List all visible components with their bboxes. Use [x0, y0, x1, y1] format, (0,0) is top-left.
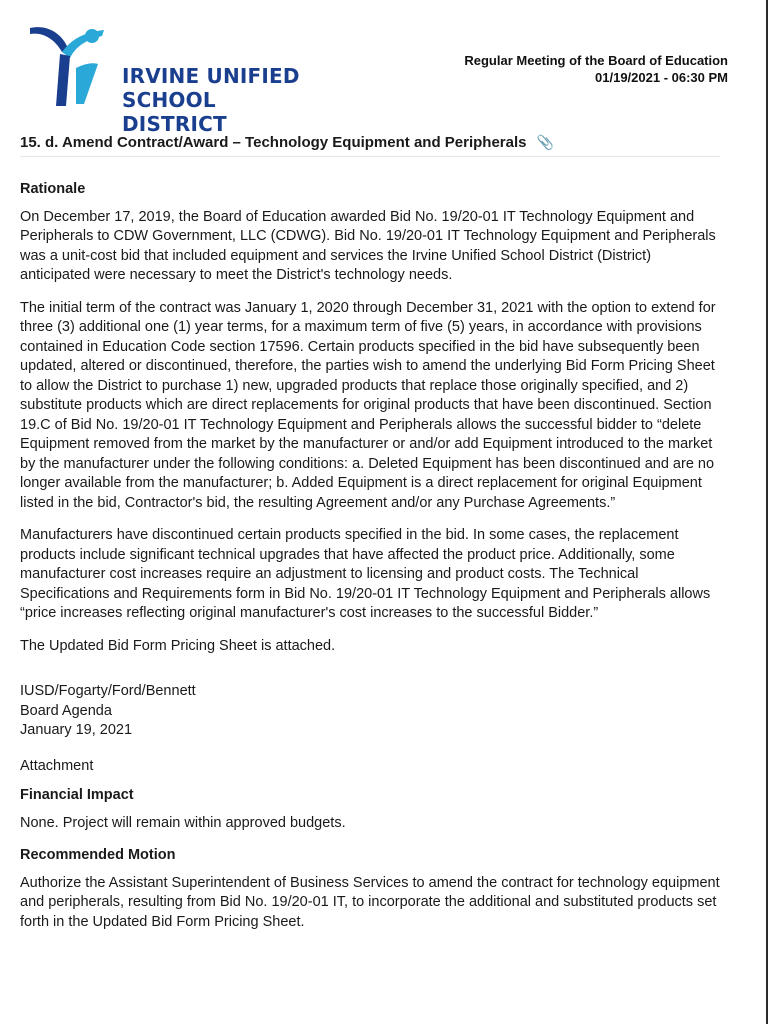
district-name — [122, 64, 322, 136]
agenda-item-body — [20, 180, 720, 945]
signature-line-2: Board Agenda — [20, 702, 112, 719]
meeting-info — [464, 52, 728, 86]
rationale-paragraph-3: Manufacturers have discontinued certain products specified in the bid. In some cases, the replacement products include significant technical upgrades that have affected the product price. Additionally, some manufacturer cost increases require an adjustment to licensing and product costs. The Technical Specifications and Requirements form in Bid No. 19/20-01 IT Technology Equipment and Peripherals allows “price increases reflecting original manufacturer's cost increases to the successful Bidder.” — [20, 527, 711, 621]
signature-block — [20, 682, 720, 741]
rationale-heading: Rationale — [20, 181, 86, 197]
rationale-paragraph-2: The initial term of the contract was January 1, 2020 through December 31, 2021 with the option to extend for three (3) additional one (1) year terms, for a maximum term of five (5) years, in accordance with provisions contained in Education Code section 17596. Certain products specified in the bid have subsequently been updated, altered or discontinued, therefore, the parties wish to amend the underlying Bid Form Pricing Sheet to allow the District to purchase 1) new, upgraded products that replace those originally specified, and 2) substitute products which are direct replacements for original products that have been discontinued. Section 19.C of Bid No. 19/20-01 IT Technology Equipment and Peripherals allows the successful bidder to “delete Equipment removed from the market by the manufacturer or and/or add Equipment introduced to the market by the manufacturer under the following conditions: a. Deleted Equipment has been discontinued and are no longer available from the manufacturer; b. Added Equipment is a direct replacement for original Equipment listed in the bid, Contractor's bid, the resulting Agreement and/or any Purchase Agreements.” — [20, 299, 716, 511]
rationale-paragraph-1: On December 17, 2019, the Board of Education awarded Bid No. 19/20-01 IT Technology Equipment and Peripherals to CDW Government, LLC (CDWG). Bid No. 19/20-01 IT Technology Equipment and Peripherals was a unit-cost bid that included equipment and services the Irvine Unified School District (District) anticipated were necessary to meet the District's technology needs. — [20, 208, 716, 283]
recommended-motion-text: Authorize the Assistant Superintendent of Business Services to amend the contract for technology equipment and peripherals, resulting from Bid No. 19/20-01 IT, to incorporate the additional and substituted products set forth in the Updated Bid Form Pricing Sheet. — [20, 874, 720, 930]
district-logo — [22, 8, 322, 136]
page-edge-line — [766, 0, 768, 1024]
title-divider — [20, 156, 720, 157]
attachment-label: Attachment — [20, 757, 94, 774]
signature-line-3: January 19, 2021 — [20, 722, 133, 738]
financial-impact-heading: Financial Impact — [20, 787, 134, 803]
paperclip-icon[interactable]: 📎 — [536, 134, 555, 150]
signature-line-1: IUSD/Fogarty/Ford/Bennett — [20, 683, 196, 699]
meeting-title: Regular Meeting of the Board of Education — [464, 53, 728, 68]
agenda-item-title-text: 15. d. Amend Contract/Award – Technology Equipment and Peripherals — [20, 134, 527, 151]
financial-impact-text: None. Project will remain within approved budgets. — [20, 814, 346, 831]
district-name-line2: SCHOOL DISTRICT — [122, 88, 227, 136]
agenda-item-title — [20, 134, 554, 151]
district-name-line1: IRVINE UNIFIED — [122, 64, 300, 88]
district-logo-icon — [22, 8, 122, 112]
rationale-paragraph-4: The Updated Bid Form Pricing Sheet is attached. — [20, 637, 336, 654]
recommended-motion-heading: Recommended Motion — [20, 847, 176, 863]
meeting-datetime: 01/19/2021 - 06:30 PM — [595, 70, 728, 85]
